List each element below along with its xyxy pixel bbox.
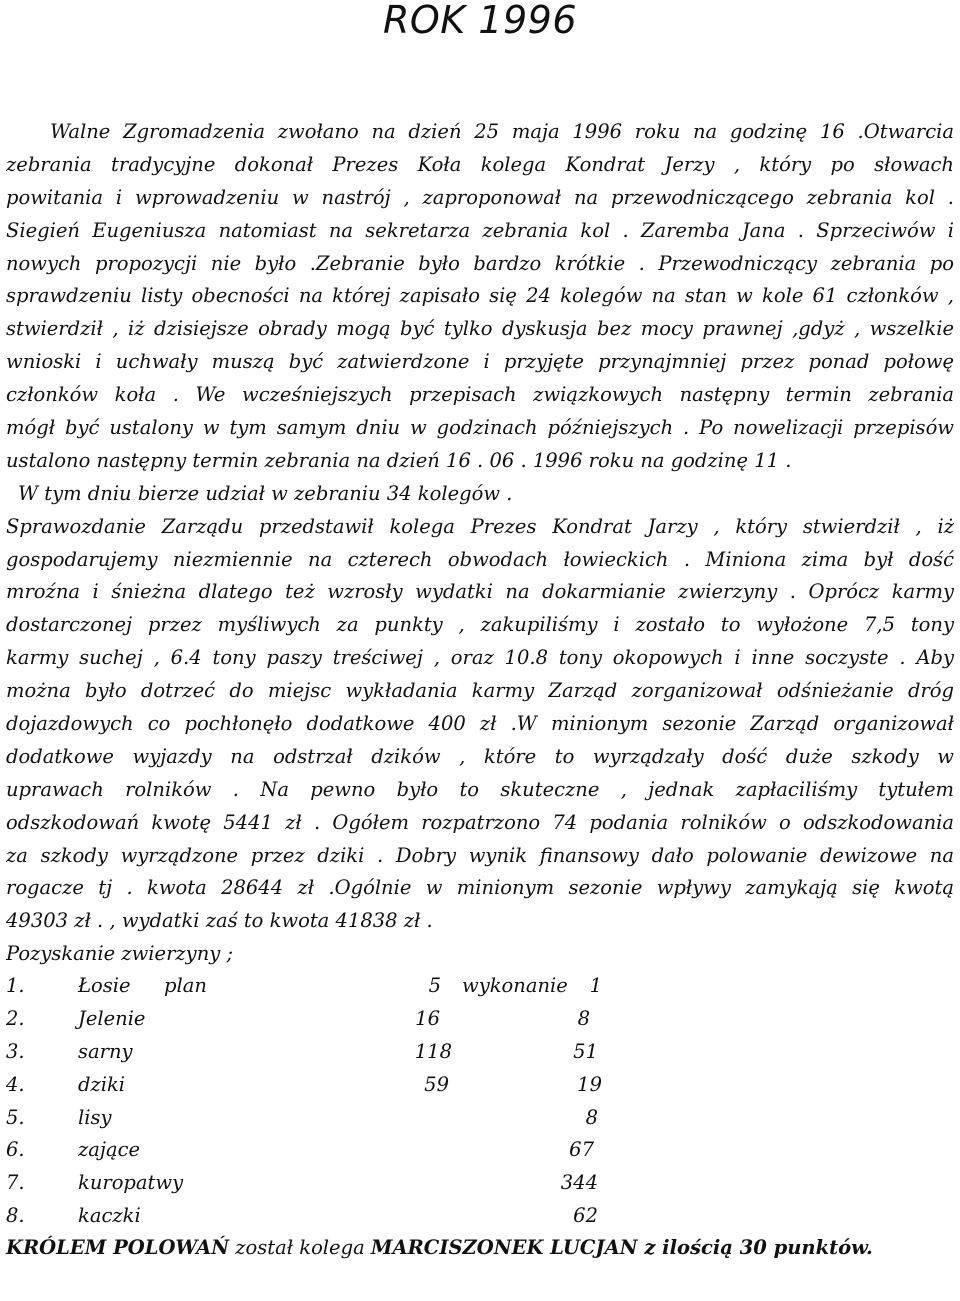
paragraph-line: W tym dniu bierze udział w zebraniu 34 kolegów . [18,481,513,505]
paragraph-line: 49303 zł . , wydatki zaś to kwota 41838 zł . [6,909,433,933]
exec-value: 1 [589,974,602,997]
species-name: Łosie [78,974,131,997]
table-row [6,970,706,1003]
species-name: lisy [78,1105,112,1129]
paragraph-line: członków koła . We wcześniejszych przepisach związkowych następny termin zebrania [6,383,954,407]
row-number: 8. [6,1204,25,1228]
exec-value: 8 [577,1006,590,1030]
exec-value: 8 [585,1105,598,1129]
paragraph-line: ustalono następny termin zebrania na dzień 16 . 06 . 1996 roku na godzinę 11 . [6,448,792,472]
paragraph-line: stwierdził , iż dzisiejsze obrady mogą być tylko dyskusja bez mocy prawnej ,gdyż , wszelkie [6,317,954,341]
plan-value: 16 [415,1006,440,1030]
paragraph-line: dojazdowych co pochłonęło dodatkowe 400 zł .W minionym sezonie Zarząd organizował [6,712,954,736]
paragraph-line: mógł być ustalony w tym samym dniu w godzinach późniejszych . Po nowelizacji przepisów [6,416,954,440]
table-row [6,1102,706,1135]
row-number: 4. [6,1072,25,1096]
paragraph-line: dostarczonej przez myśliwych za punkty , zakupiliśmy i zostało to wyłożone 7,5 tony [6,613,954,637]
exec-value: 51 [573,1039,598,1063]
row-number: 6. [6,1138,25,1162]
exec-value: 344 [560,1171,598,1195]
paragraph-line: mroźna i śnieżna dlatego też wzrosły wydatki na dokarmianie zwierzyny . Oprócz karmy [6,580,954,604]
hunting-king-note [6,1231,946,1265]
paragraph-line: odszkodowań kwotę 5441 zł . Ogółem rozpatrzono 74 podania rolników o odszkodowania [6,810,954,834]
row-number: 7. [6,1171,25,1195]
exec-value: 62 [573,1204,598,1228]
report-paragraph [6,116,954,971]
king-name: MARCISZONEK LUCJAN z ilością 30 punktów. [370,1236,873,1259]
paragraph-line: Walne Zgromadzenia zwołano na dzień 25 maja 1996 roku na godzinę 16 .Otwarcia [50,120,954,143]
king-middle-text: został kolega [229,1236,371,1259]
paragraph-line: Siegień Eugeniusza natomiast na sekretarza zebrania kol . Zaremba Jana . Sprzeciwów i [6,218,954,242]
paragraph-line: Pozyskanie zwierzyny ; [6,942,234,966]
paragraph-line: zebrania tradycyjne dokonał Prezes Koła kolega Kondrat Jerzy , który po słowach [6,152,954,176]
species-name: zające [78,1138,141,1162]
paragraph-line: karmy suchej , 6.4 tony paszy treściwej , oraz 10.8 tony okopowych i inne soczyste . Aby [6,646,954,670]
species-name: kuropatwy [78,1171,184,1195]
species-name: Jelenie [78,1006,146,1030]
row-number: 1. [6,974,25,997]
row-number: 2. [6,1006,25,1030]
exec-label: wykonanie [462,974,568,997]
paragraph-line: nowych propozycji nie było .Zebranie było bardzo krótkie . Przewodniczący zebrania po [6,251,954,275]
paragraph-line: rogacze tj . kwota 28644 zł .Ogólnie w minionym sezonie wpływy zamykają się kwotą [6,876,954,900]
paragraph-line: Sprawozdanie Zarządu przedstawił kolega Prezes Kondrat Jarzy , który stwierdził , iż [6,514,954,538]
table-row [6,1167,706,1200]
table-row [6,1134,706,1167]
paragraph-line: powitania i wprowadzeniu w nastrój , zaproponował na przewodniczącego zebrania kol . [6,185,954,209]
exec-value: 67 [569,1138,594,1162]
page-title: ROK 1996 [382,0,578,42]
table-row [6,1200,706,1233]
table-row [6,1003,706,1036]
king-label: KRÓLEM POLOWAŃ [6,1236,230,1259]
table-row [6,1069,706,1102]
species-name: sarny [78,1039,133,1063]
species-name: dziki [78,1072,126,1096]
paragraph-line: dodatkowe wyjazdy na odstrzał dzików , które to wyrządzały dość duże szkody w [6,744,954,768]
species-name: kaczki [78,1204,141,1228]
paragraph-line: sprawdzeniu listy obecności na której zapisało się 24 kolegów na stan w kole 61 członków , [6,284,954,308]
plan-label: plan [164,974,207,997]
plan-value: 118 [414,1039,452,1063]
exec-value: 19 [577,1072,602,1096]
table-row [6,1036,706,1069]
plan-value: 5 [428,974,441,997]
paragraph-line: za szkody wyrządzone przez dziki . Dobry wynik finansowy dało polowanie dewizowe na [6,843,954,867]
paragraph-line: uprawach rolników . Na pewno było to skuteczne , jednak zapłaciliśmy tytułem [6,777,954,801]
game-harvest-table [6,970,706,1233]
paragraph-line: można było dotrzeć do miejsc wykładania karmy Zarząd zorganizował odśnieżanie dróg [6,679,954,703]
paragraph-line: wnioski i uchwały muszą być zatwierdzone i przyjęte przynajmniej przez ponad połowę [6,350,954,374]
row-number: 5. [6,1105,25,1129]
paragraph-line: gospodarujemy niezmiennie na czterech obwodach łowieckich . Miniona zima był dość [6,547,954,571]
row-number: 3. [6,1039,25,1063]
plan-value: 59 [424,1072,449,1096]
